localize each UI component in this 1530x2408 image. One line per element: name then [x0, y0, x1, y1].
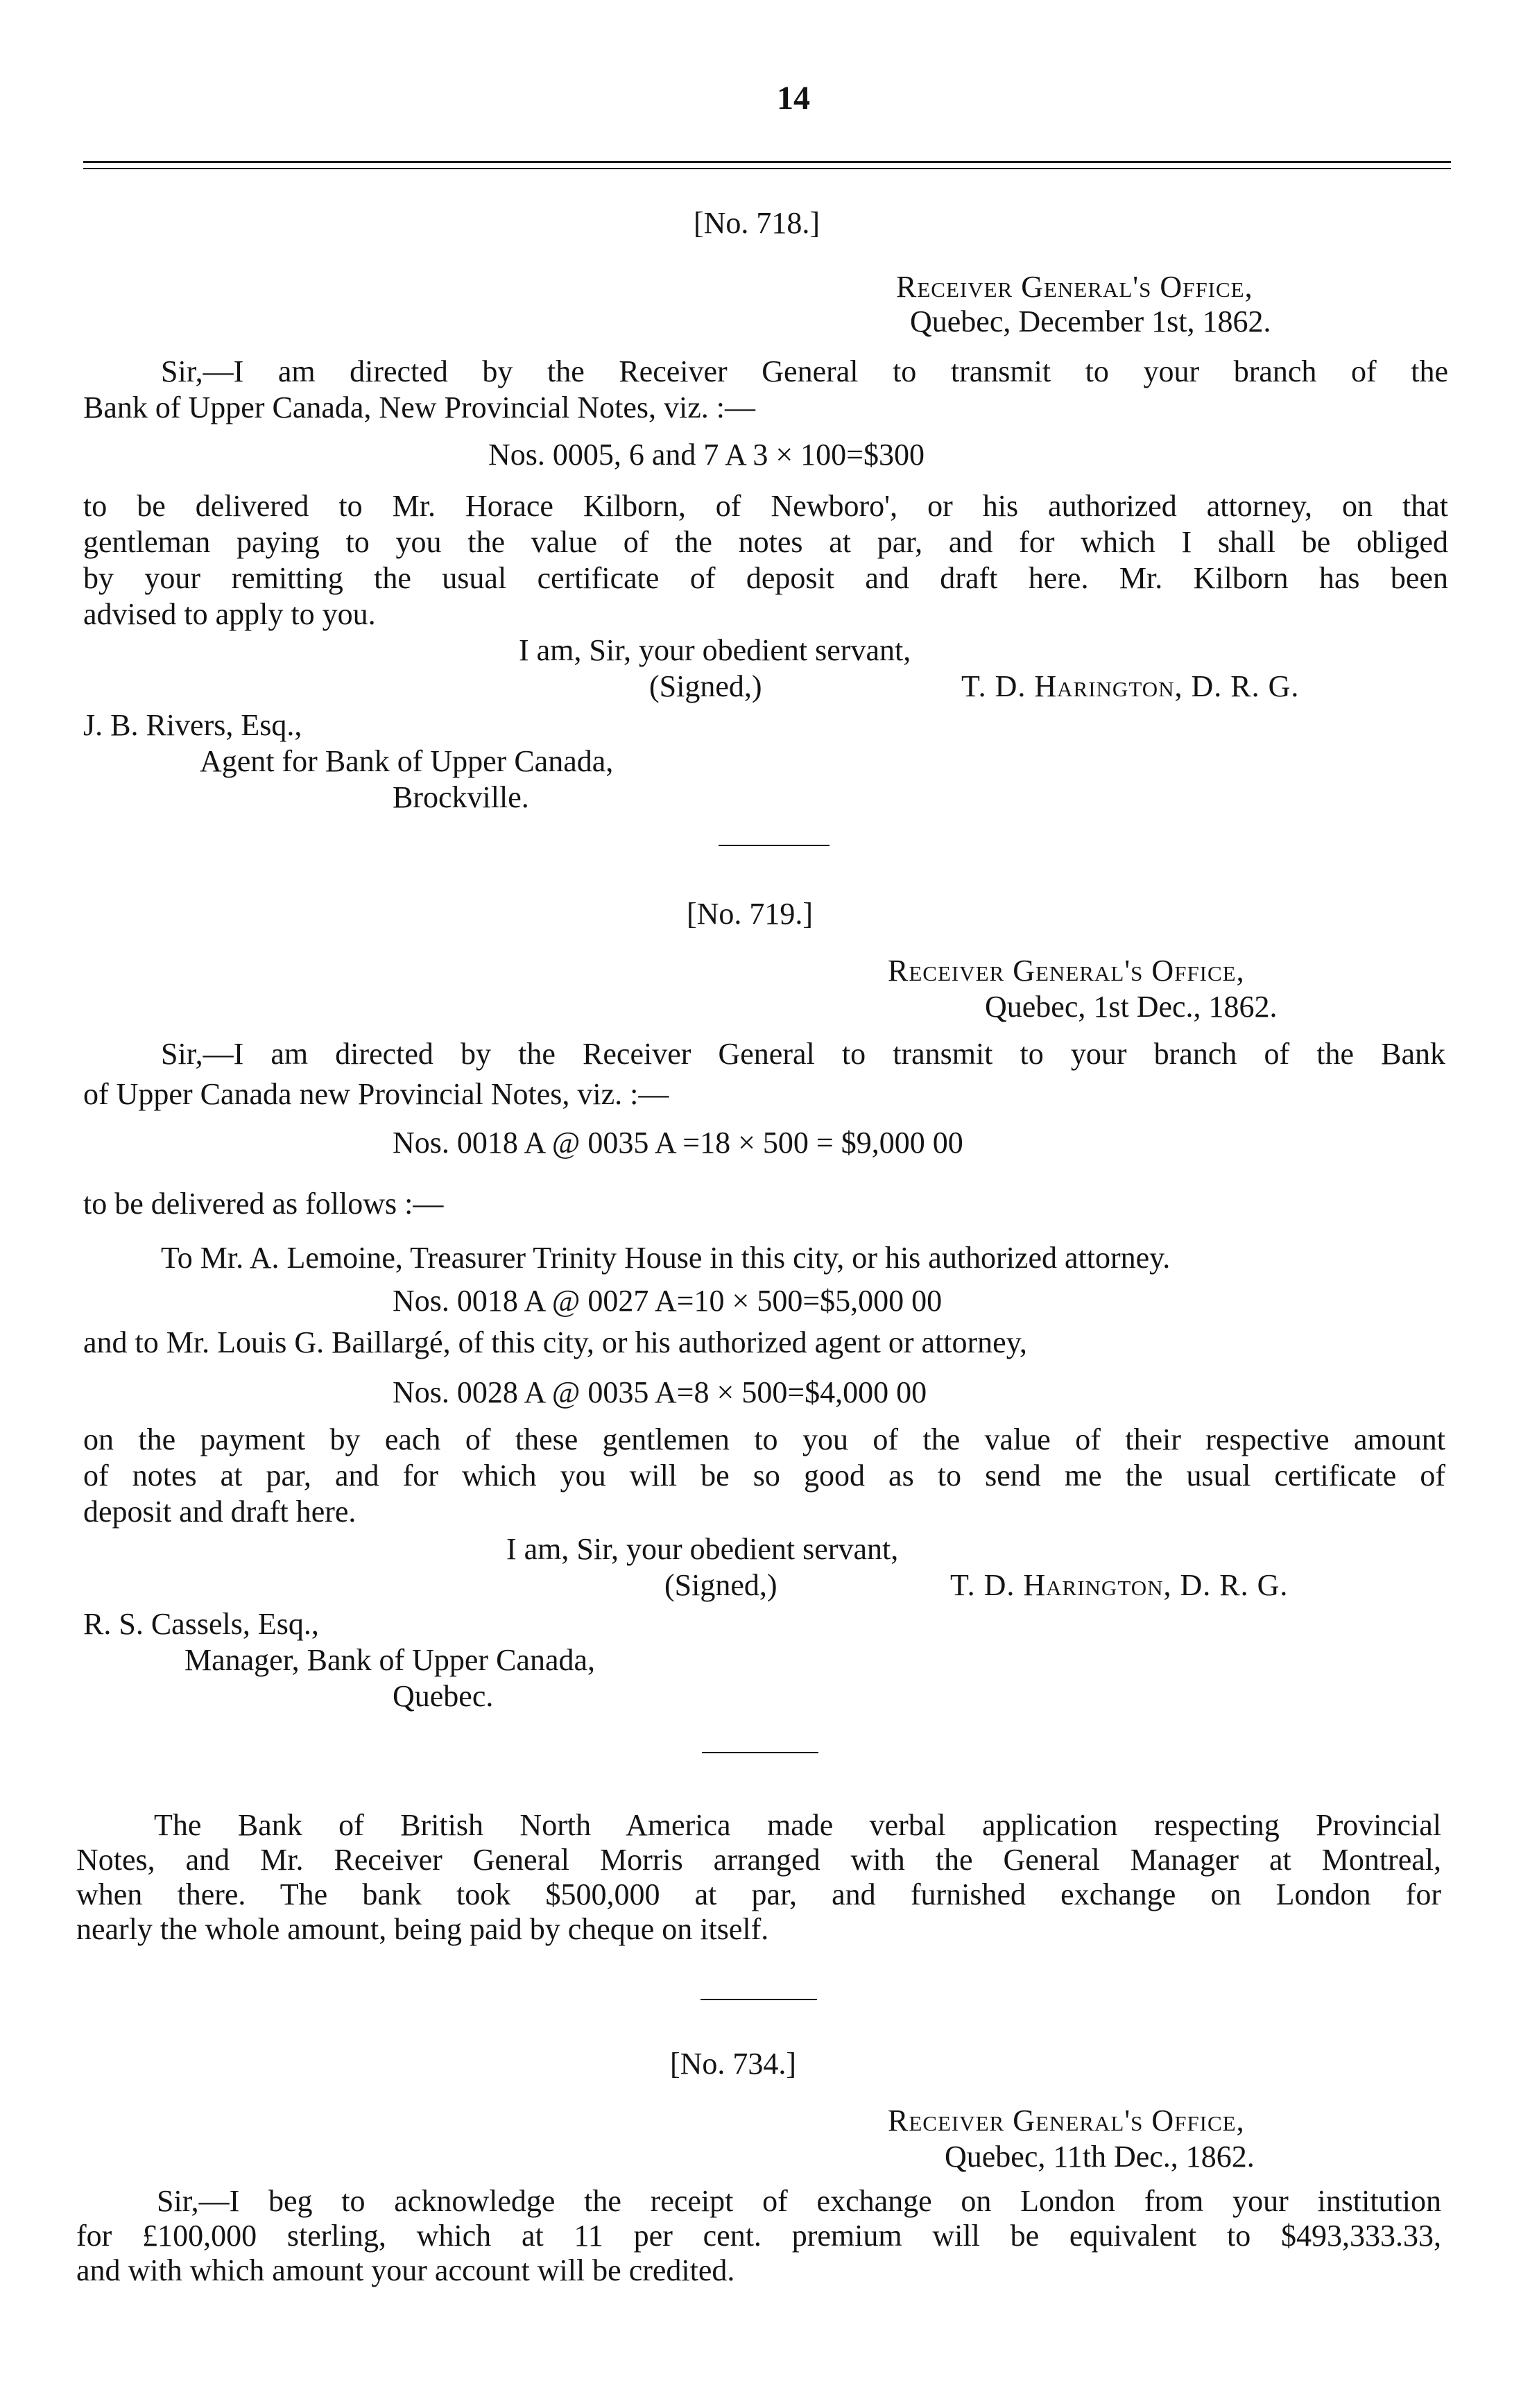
signed-label: (Signed,) — [664, 1568, 777, 1602]
paragraph-line: The Bank of British North America made verbal application respecting Provincial — [154, 1808, 1441, 1842]
closing: I am, Sir, your obedient servant, — [519, 633, 911, 667]
body-line: of Upper Canada new Provincial Notes, viz. :— — [83, 1077, 669, 1111]
office-heading: Receiver General's Office, — [888, 954, 1245, 988]
body-line: to be delivered to Mr. Horace Kilborn, of Newboro', or his authorized attorney, on that — [83, 489, 1448, 523]
body-line: on the payment by each of these gentlemen to you of the value of their respective amount — [83, 1422, 1445, 1456]
letter-number: [No. 734.] — [670, 2047, 797, 2081]
place-date: Quebec, December 1st, 1862. — [910, 304, 1271, 338]
recipient-line: To Mr. A. Lemoine, Treasurer Trinity House in this city, or his authorized attorney. — [161, 1241, 1171, 1275]
section-divider — [702, 1752, 818, 1753]
office-heading: Receiver General's Office, — [896, 270, 1253, 304]
notes-line: Nos. 0018 A @ 0027 A=10 × 500=$5,000 00 — [393, 1284, 943, 1318]
delivery-intro: to be delivered as follows :— — [83, 1187, 444, 1221]
letter-number: [No. 719.] — [687, 897, 814, 931]
signature: T. D. Harington, D. R. G. — [950, 1568, 1289, 1602]
body-line: Sir,—I am directed by the Receiver General to transmit to your branch of the — [161, 354, 1448, 388]
header-rule-lower — [83, 168, 1451, 169]
page-number: 14 — [777, 80, 810, 117]
signature: T. D. Harington, D. R. G. — [961, 669, 1300, 703]
section-divider — [700, 1999, 817, 2000]
recipient-line: and to Mr. Louis G. Baillargé, of this city, or his authorized agent or attorney, — [83, 1325, 1027, 1359]
place-date: Quebec, 11th Dec., 1862. — [945, 2140, 1255, 2174]
addressee-place: Brockville. — [393, 780, 529, 814]
office-heading: Receiver General's Office, — [888, 2104, 1245, 2138]
addressee-title: Agent for Bank of Upper Canada, — [200, 744, 614, 778]
addressee-place: Quebec. — [393, 1679, 494, 1713]
body-line: Bank of Upper Canada, New Provincial Notes, viz. :— — [83, 390, 755, 424]
body-line: gentleman paying to you the value of the notes at par, and for which I shall be obliged — [83, 525, 1448, 559]
body-line: and with which amount your account will be credited. — [76, 2253, 735, 2287]
paragraph-line: when there. The bank took $500,000 at par, and furnished exchange on London for — [76, 1877, 1441, 1911]
section-divider — [719, 845, 830, 846]
body-line: Sir,—I am directed by the Receiver General to transmit to your branch of the Bank — [161, 1037, 1445, 1071]
body-line: for £100,000 sterling, which at 11 per cent. premium will be equivalent to $493,333.33, — [76, 2219, 1441, 2253]
paragraph-line: nearly the whole amount, being paid by cheque on itself. — [76, 1912, 769, 1946]
body-line: by your remitting the usual certificate of deposit and draft here. Mr. Kilborn has been — [83, 561, 1448, 595]
addressee-title: Manager, Bank of Upper Canada, — [184, 1643, 596, 1677]
body-line: deposit and draft here. — [83, 1495, 356, 1529]
paragraph-line: Notes, and Mr. Receiver General Morris arranged with the General Manager at Montreal, — [76, 1843, 1441, 1877]
body-line: advised to apply to you. — [83, 597, 376, 631]
addressee-name: R. S. Cassels, Esq., — [83, 1607, 319, 1641]
body-line: of notes at par, and for which you will be so good as to send me the usual certificate of — [83, 1459, 1445, 1493]
addressee-name: J. B. Rivers, Esq., — [83, 708, 302, 742]
letter-number: [No. 718.] — [694, 206, 820, 240]
notes-line: Nos. 0005, 6 and 7 A 3 × 100=$300 — [488, 438, 925, 472]
notes-line: Nos. 0028 A @ 0035 A=8 × 500=$4,000 00 — [393, 1375, 927, 1409]
signed-label: (Signed,) — [649, 669, 762, 703]
notes-total: Nos. 0018 A @ 0035 A =18 × 500 = $9,000 00 — [393, 1126, 963, 1160]
body-line: Sir,—I beg to acknowledge the receipt of exchange on London from your institution — [157, 2184, 1441, 2218]
header-rule — [83, 161, 1451, 163]
place-date: Quebec, 1st Dec., 1862. — [985, 990, 1278, 1024]
closing: I am, Sir, your obedient servant, — [506, 1532, 899, 1566]
